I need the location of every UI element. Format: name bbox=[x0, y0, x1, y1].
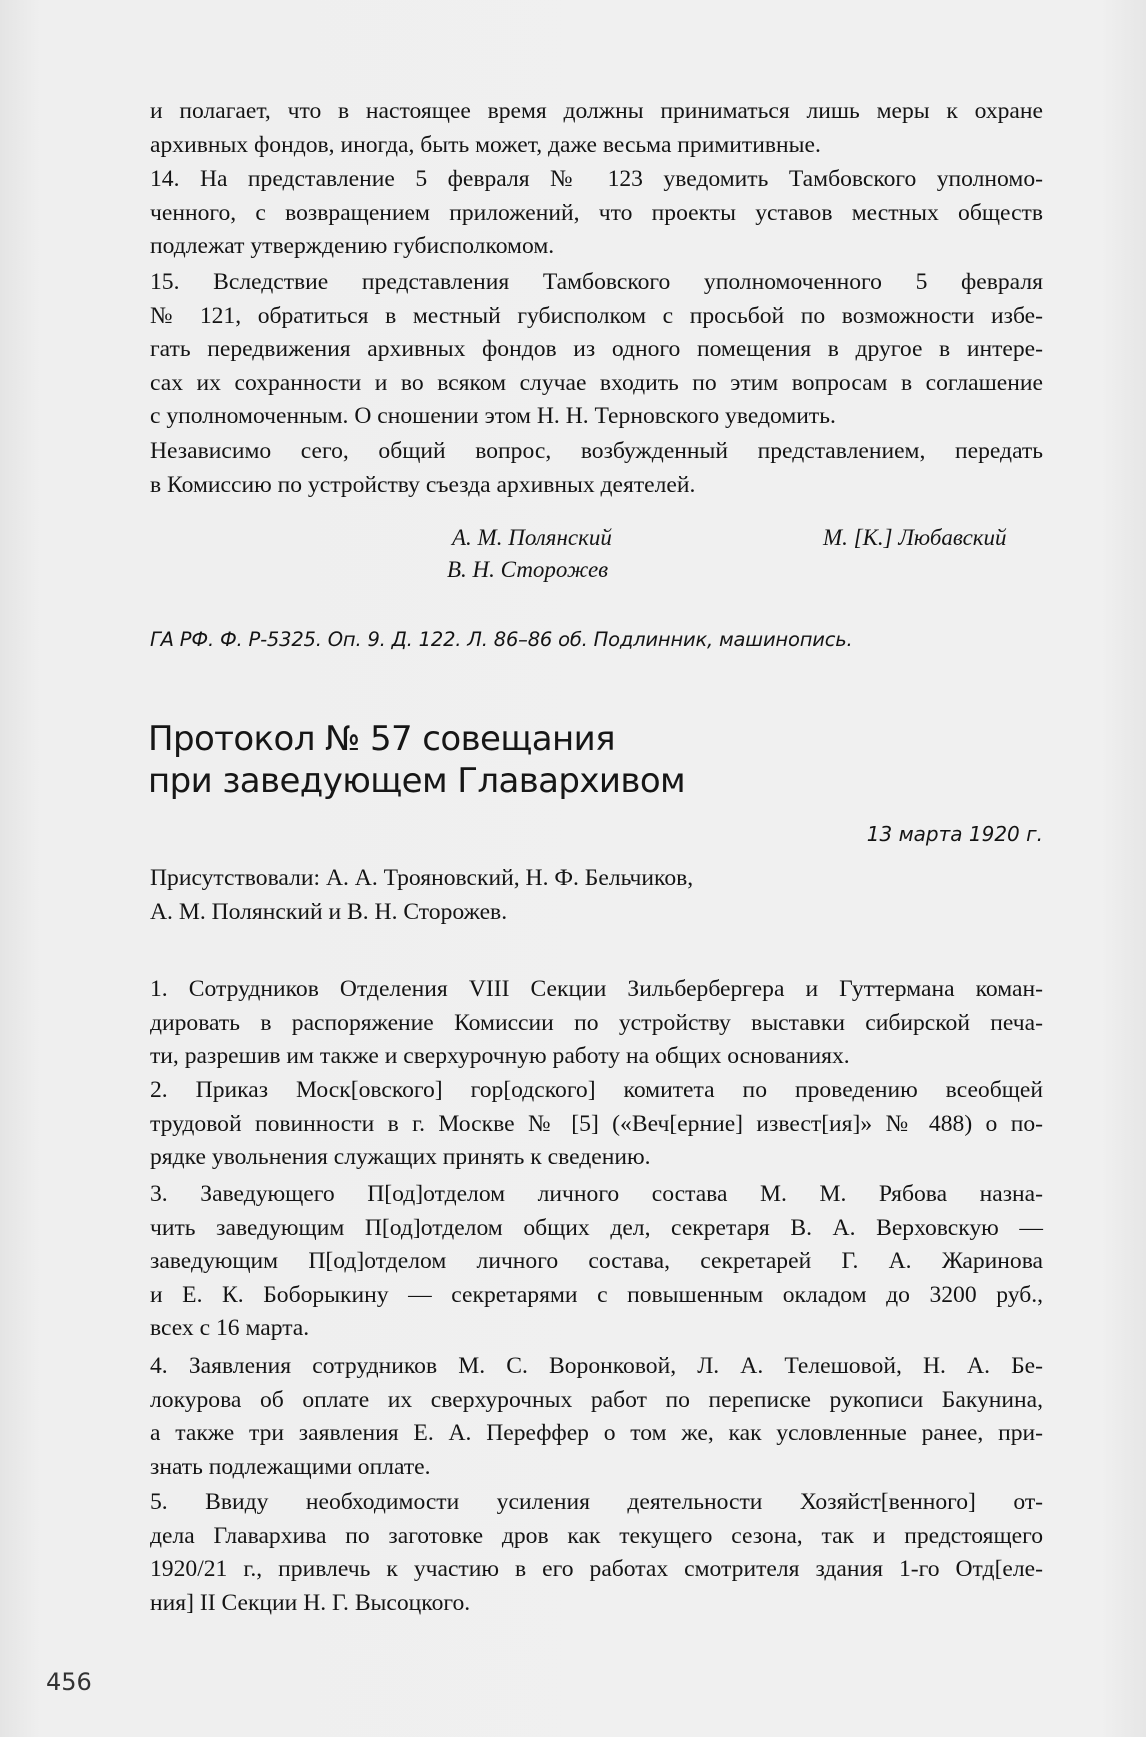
page-number: 456 bbox=[46, 1668, 92, 1696]
text-line: и Е. К. Боборыкину — секретарями с повышенным окладом до 3200 руб., bbox=[150, 1281, 1043, 1308]
text-line: дела Главархива по заготовке дров как текущего сезона, так и предстоящего bbox=[150, 1522, 1043, 1549]
text-line: 3. Заведующего П[од]отделом личного состава М. М. Рябова назна- bbox=[150, 1181, 1043, 1207]
protocol-item-1 bbox=[150, 973, 1043, 1074]
protocol-date: 13 марта 1920 г. bbox=[866, 822, 1043, 846]
text-line: ния] II Секции Н. Г. Высоцкого. bbox=[150, 1589, 471, 1616]
text-line: 15. Вследствие представления Тамбовского уполномоченного 5 февраля bbox=[150, 269, 1043, 295]
text-line: 14. На представление 5 февраля № 123 уведомить Тамбовского уполномо- bbox=[150, 166, 1043, 192]
heading-line: при заведующем Главархивом bbox=[148, 761, 686, 801]
text-line: 5. Ввиду необходимости усиления деятельности Хозяйст[венного] от- bbox=[150, 1489, 1043, 1515]
text-line: Независимо сего, общий вопрос, возбужденный представлением, передать bbox=[150, 438, 1043, 464]
text-line: с уполномоченным. О сношении этом Н. Н. Терновского уведомить. bbox=[150, 403, 836, 430]
protocol-item-2 bbox=[150, 1074, 1043, 1175]
item-14 bbox=[150, 163, 1043, 264]
text-line: дировать в распоряжение Комиссии по устройству выставки сибирской печа- bbox=[150, 1009, 1043, 1036]
text-line: а также три заявления Е. А. Переффер о том же, как условленные ранее, при- bbox=[150, 1420, 1043, 1447]
text-line: Присутствовали: А. А. Трояновский, Н. Ф. Бельчиков, bbox=[150, 865, 694, 891]
text-line: заведующим П[од]отделом личного состава, секретарей Г. А. Жаринова bbox=[150, 1248, 1043, 1275]
text-line: ти, разрешив им также и сверхурочную работу на общих основаниях. bbox=[150, 1043, 850, 1070]
text-line: 1920/21 г., привлечь к участию в его работах смотрителя здания 1-го Отд[еле- bbox=[150, 1556, 1043, 1583]
text-line: ченного, с возвращением приложений, что проекты уставов местных обществ bbox=[150, 199, 1043, 226]
heading-line: Протокол № 57 совещания bbox=[148, 719, 615, 759]
text-line: сах их сохранности и во всяком случае входить по этим вопросам в соглашение bbox=[150, 369, 1043, 396]
text-line: № 121, обратиться в местный губисполком с просьбой по возможности избе- bbox=[150, 302, 1043, 329]
text-line: А. М. Полянский и В. Н. Сторожев. bbox=[150, 898, 508, 925]
signature-lyubavsky: М. [К.] Любавский bbox=[823, 525, 1007, 550]
text-line: рядке увольнения служащих принять к сведению. bbox=[150, 1144, 651, 1171]
text-line: знать подлежащими оплате. bbox=[150, 1453, 431, 1480]
text-line: локурова об оплате их сверхурочных работ по переписке рукописи Бакунина, bbox=[150, 1386, 1043, 1413]
protocol-item-3 bbox=[150, 1178, 1043, 1346]
text-line: 1. Сотрудников Отделения VIII Секции Зильбербергера и Гуттермана коман- bbox=[150, 976, 1043, 1002]
attendees bbox=[150, 862, 1043, 929]
document-heading bbox=[148, 718, 685, 802]
text-line: в Комиссию по устройству съезда архивных деятелей. bbox=[150, 471, 696, 498]
text-line: чить заведующим П[од]отделом общих дел, секретаря В. А. Верховскую — bbox=[150, 1214, 1043, 1241]
intro-paragraph bbox=[150, 95, 1043, 162]
signature-polyansky: А. М. Полянский bbox=[452, 525, 612, 550]
item-15 bbox=[150, 266, 1043, 434]
text-line: гать передвижения архивных фондов из одного помещения в другое в интере- bbox=[150, 336, 1043, 363]
protocol-item-5 bbox=[150, 1486, 1043, 1620]
text-line: подлежат утверждению губисполкомом. bbox=[150, 233, 555, 260]
text-line: архивных фондов, иногда, быть может, даже весьма примитивные. bbox=[150, 131, 821, 158]
signature-storozhev: В. Н. Сторожев bbox=[447, 557, 609, 582]
text-line: всех с 16 марта. bbox=[150, 1315, 310, 1342]
protocol-item-4 bbox=[150, 1350, 1043, 1484]
independent-paragraph bbox=[150, 435, 1043, 502]
text-line: и полагает, что в настоящее время должны приниматься лишь меры к охране bbox=[150, 98, 1043, 124]
text-line: трудовой повинности в г. Москве № [5] («Веч[ерние] извест[ия]» № 488) о по- bbox=[150, 1110, 1043, 1137]
text-line: 4. Заявления сотрудников М. С. Воронковой, Л. А. Телешовой, Н. А. Бе- bbox=[150, 1353, 1043, 1379]
archival-source-note: ГА РФ. Ф. Р-5325. Оп. 9. Д. 122. Л. 86–86 об. Подлинник, машинопись. bbox=[150, 628, 853, 651]
text-line: 2. Приказ Моск[овского] гор[одского] комитета по проведению всеобщей bbox=[150, 1077, 1043, 1103]
